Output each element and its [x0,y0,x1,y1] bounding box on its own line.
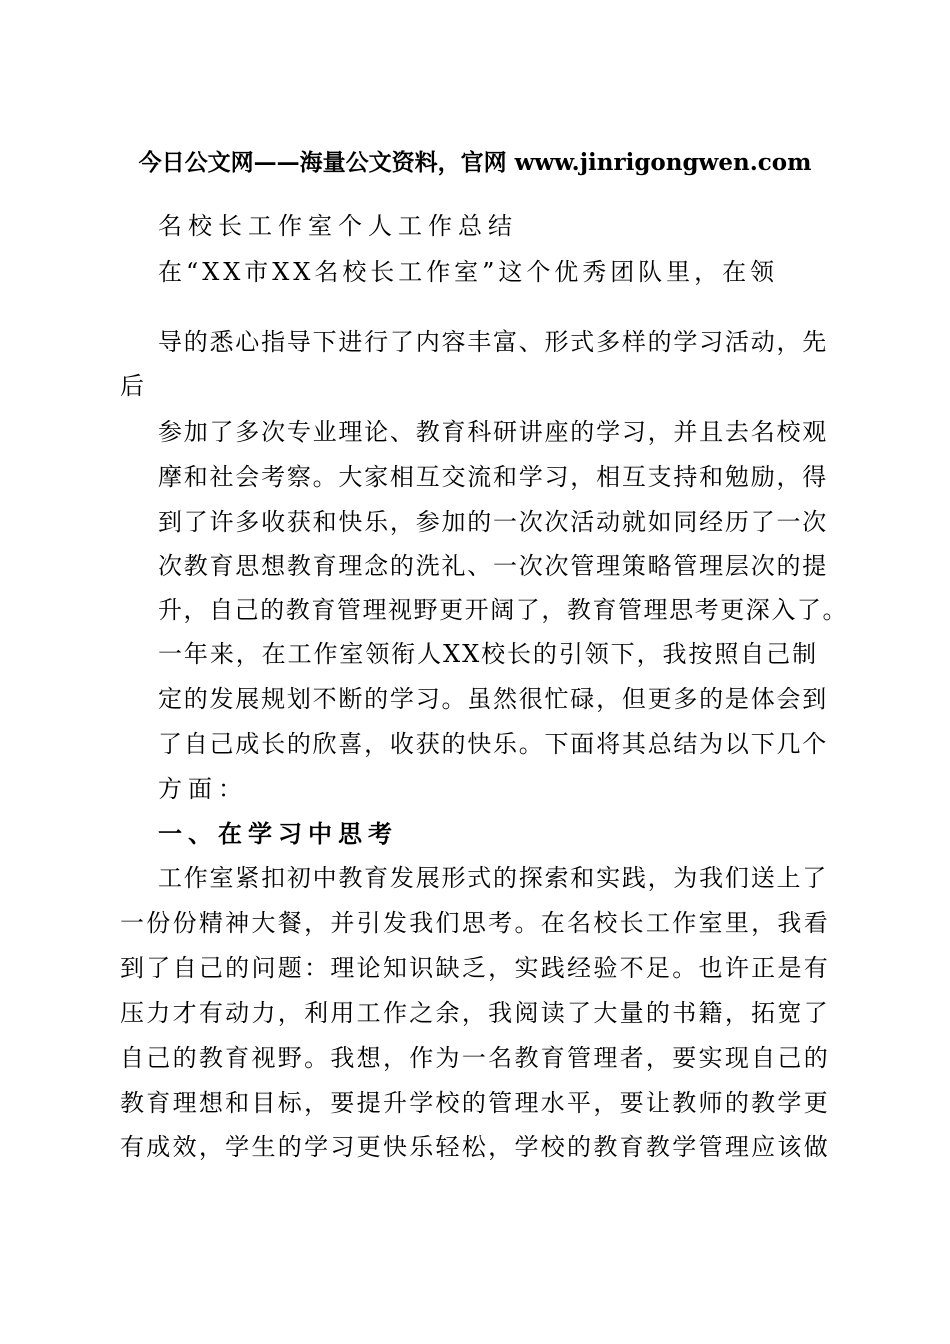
paragraph-line: 一年来，在工作室领衔人XX校长的引领下，我按照自己制 [158,640,818,668]
paragraph-line: 参加了多次专业理论、教育科研讲座的学习，并且去名校观 [158,418,828,446]
paragraph-line: 定的发展规划不断的学习。虽然很忙碌，但更多的是体会到 [158,685,828,713]
paragraph-line: 了自己成长的欣喜，收获的快乐。下面将其总结为以下几个 [158,730,828,758]
section-line: 一份份精神大餐，并引发我们思考。在名校长工作室里，我看 [120,909,830,937]
paragraph-line: 次教育思想教育理念的洗礼、一次次管理策略管理层次的提 [158,552,828,580]
section-heading: 一、在学习中思考 [158,820,398,848]
section-line: 自己的教育视野。我想，作为一名教育管理者，要实现自己的 [120,1044,830,1072]
section-line: 有成效，学生的学习更快乐轻松，学校的教育教学管理应该做 [120,1133,830,1161]
document-title: 名校长工作室个人工作总结 [158,212,518,240]
paragraph-line: 到了许多收获和快乐，参加的一次次活动就如同经历了一次 [158,508,828,536]
paragraph-line: 升，自己的教育管理视野更开阔了，教育管理思考更深入了。 [158,596,848,624]
paragraph-line: 后 [120,372,146,400]
paragraph-line: 方面： [158,775,248,803]
section-line: 压力才有动力，利用工作之余，我阅读了大量的书籍，拓宽了 [120,999,830,1027]
section-line: 到了自己的问题：理论知识缺乏，实践经验不足。也许正是有 [120,954,830,982]
section-line: 工作室紧扣初中教育发展形式的探索和实践，为我们送上了 [158,864,828,892]
paragraph-line: 导的悉心指导下进行了内容丰富、形式多样的学习活动，先 [158,328,828,356]
paragraph-line: 在“XX市XX名校长工作室”这个优秀团队里，在领 [158,258,778,286]
site-header: 今日公文网——海量公文资料，官网 www.jinrigongwen.com [138,149,812,176]
paragraph-line: 摩和社会考察。大家相互交流和学习，相互支持和勉励，得 [158,463,828,491]
section-line: 教育理想和目标，要提升学校的管理水平，要让教师的教学更 [120,1089,830,1117]
